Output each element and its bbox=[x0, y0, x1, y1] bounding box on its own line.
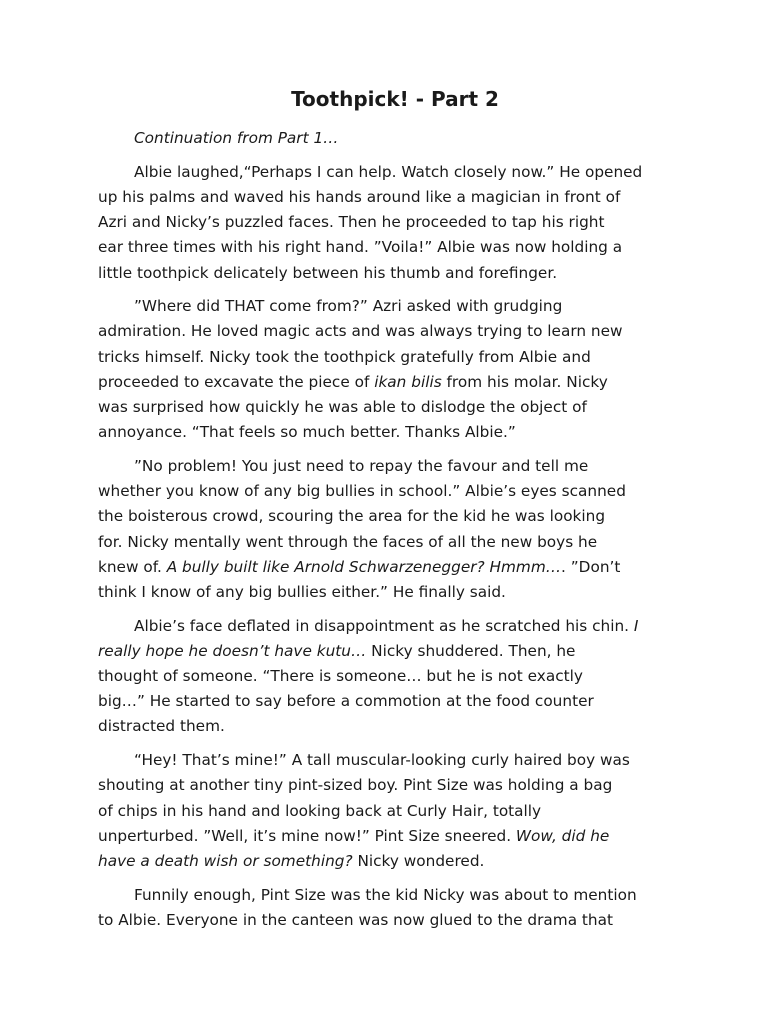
text-run: knew of. bbox=[98, 557, 167, 576]
text-run: for. Nicky mentally went through the faces of all the new boys he bbox=[98, 532, 598, 551]
text-run: from his molar. Nicky bbox=[441, 372, 608, 391]
paragraph bbox=[116, 126, 656, 151]
text-run: thought of someone. “There is someone… but he is not exactly bbox=[98, 667, 583, 686]
text-run: ear three times with his right hand. ”Voila!” Albie was now holding a bbox=[98, 238, 623, 257]
italic-text: have a death wish or something? bbox=[98, 851, 353, 870]
text-line bbox=[98, 849, 656, 874]
text-line bbox=[98, 345, 656, 370]
text-run: admiration. He loved magic acts and was always trying to learn new bbox=[98, 322, 623, 341]
text-run: Nicky wondered. bbox=[352, 851, 485, 870]
document-body bbox=[98, 126, 656, 942]
italic-text: ikan bilis bbox=[374, 372, 442, 391]
text-run: tricks himself. Nicky took the toothpick gratefully from Albie and bbox=[98, 347, 591, 366]
text-line bbox=[98, 580, 656, 605]
text-line bbox=[116, 454, 656, 479]
text-run: Albie laughed,“Perhaps I can help. Watch closely now.” He opened bbox=[134, 162, 643, 181]
text-line bbox=[98, 235, 656, 260]
paragraph bbox=[98, 294, 656, 445]
text-line bbox=[98, 689, 656, 714]
paragraph bbox=[98, 748, 656, 874]
document-title: Toothpick! - Part 2 bbox=[291, 87, 499, 111]
text-run: of chips in his hand and looking back at Curly Hair, totally bbox=[98, 801, 542, 820]
text-line bbox=[116, 614, 656, 639]
text-line bbox=[98, 261, 656, 286]
text-run: annoyance. “That feels so much better. Thanks Albie.” bbox=[98, 423, 516, 442]
text-line bbox=[116, 126, 656, 151]
text-line bbox=[98, 824, 656, 849]
text-run: Azri and Nicky’s puzzled faces. Then he proceeded to tap his right bbox=[98, 213, 605, 232]
text-line bbox=[116, 160, 656, 185]
text-run: up his palms and waved his hands around like a magician in front of bbox=[98, 187, 621, 206]
paragraph bbox=[98, 160, 656, 286]
text-line bbox=[98, 639, 656, 664]
paragraph bbox=[98, 614, 656, 740]
text-run: proceeded to excavate the piece of bbox=[98, 372, 375, 391]
text-line bbox=[98, 479, 656, 504]
text-line bbox=[98, 555, 656, 580]
text-line bbox=[98, 319, 656, 344]
italic-text: really hope he doesn’t have kutu… bbox=[98, 641, 367, 660]
text-line bbox=[98, 210, 656, 235]
text-run: think I know of any big bullies either.” He finally said. bbox=[98, 582, 506, 601]
text-run: distracted them. bbox=[98, 717, 225, 736]
text-run: to Albie. Everyone in the canteen was now glued to the drama that bbox=[98, 910, 614, 929]
text-run: shouting at another tiny pint-sized boy. Pint Size was holding a bag bbox=[98, 776, 613, 795]
text-run: whether you know of any big bullies in school.” Albie’s eyes scanned bbox=[98, 482, 626, 501]
text-run: ”No problem! You just need to repay the favour and tell me bbox=[134, 456, 589, 475]
text-line bbox=[98, 370, 656, 395]
text-run: was surprised how quickly he was able to dislodge the object of bbox=[98, 398, 587, 417]
text-line bbox=[98, 395, 656, 420]
text-run: big…” He started to say before a commotion at the food counter bbox=[98, 692, 594, 711]
paragraph bbox=[98, 883, 656, 933]
text-line bbox=[98, 530, 656, 555]
text-run: ”Where did THAT come from?” Azri asked with grudging bbox=[134, 297, 563, 316]
text-line bbox=[98, 773, 656, 798]
text-run: the boisterous crowd, scouring the area for the kid he was looking bbox=[98, 507, 606, 526]
text-run: Nicky shuddered. Then, he bbox=[366, 641, 576, 660]
italic-text: A bully built like Arnold Schwarzenegger? Hmmm… bbox=[166, 557, 562, 576]
text-line bbox=[116, 294, 656, 319]
text-line bbox=[98, 908, 656, 933]
text-line bbox=[98, 664, 656, 689]
italic-text: Continuation from Part 1… bbox=[134, 129, 339, 147]
text-run: Albie’s face deflated in disappointment as he scratched his chin. bbox=[134, 616, 634, 635]
text-line bbox=[98, 799, 656, 824]
text-run: “Hey! That’s mine!” A tall muscular-looking curly haired boy was bbox=[134, 751, 630, 770]
text-line bbox=[98, 420, 656, 445]
text-run: little toothpick delicately between his thumb and forefinger. bbox=[98, 263, 558, 282]
text-line bbox=[98, 504, 656, 529]
paragraph bbox=[98, 454, 656, 605]
text-run: . ”Don’t bbox=[561, 557, 621, 576]
text-run: Funnily enough, Pint Size was the kid Nicky was about to mention bbox=[134, 885, 637, 904]
text-line bbox=[98, 714, 656, 739]
text-line bbox=[116, 883, 656, 908]
text-line bbox=[116, 748, 656, 773]
italic-text: I bbox=[633, 616, 639, 635]
text-line bbox=[98, 185, 656, 210]
italic-text: Wow, did he bbox=[515, 826, 610, 845]
text-run: unperturbed. ”Well, it’s mine now!” Pint Size sneered. bbox=[98, 826, 516, 845]
